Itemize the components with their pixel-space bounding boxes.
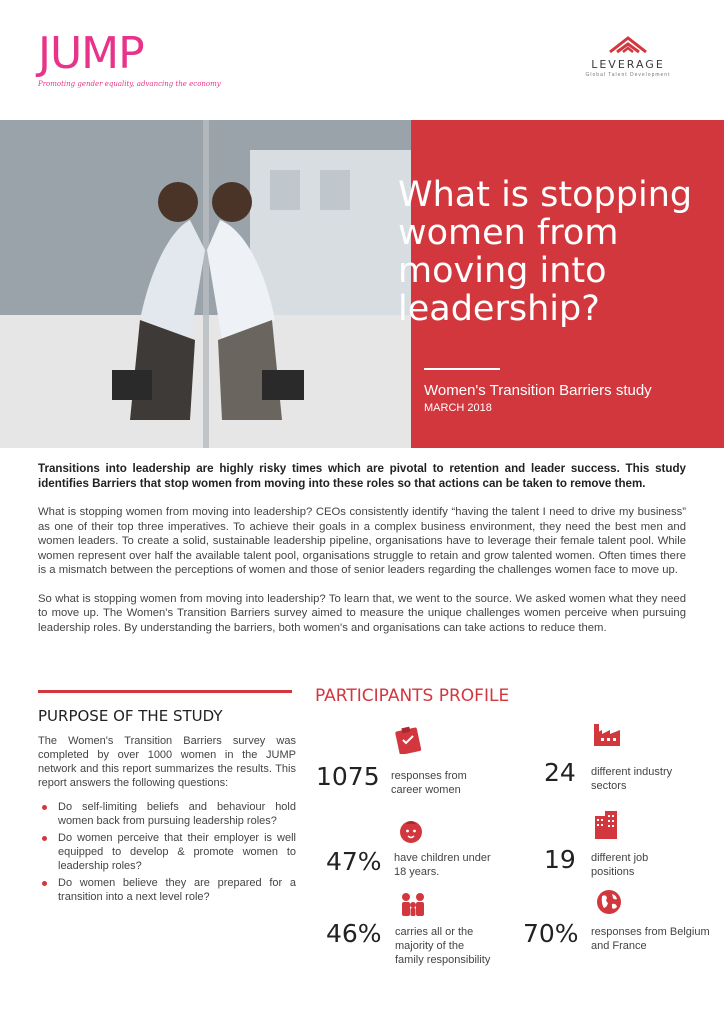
clipboard-icon [395,726,423,754]
purpose-section [38,690,296,907]
page-title: What is stopping women from moving into leadership? [398,175,693,329]
list-item: Do self-limiting beliefs and behaviour hold women back from pursuing leadership roles? [38,800,296,828]
purpose-heading: PURPOSE OF THE STUDY [38,707,223,725]
hero-subtitle: Women's Transition Barriers study [424,382,652,399]
purpose-body: The Women's Transition Barriers survey was completed by over 1000 women in the JUMP network and this report summarizes the results. This report answers the following questions: [38,735,296,789]
intro-paragraph: What is stopping women from moving into leadership? CEOs consistently identify “having the talent I need to drive my business” as one of their top three imperatives. To achieve their goals in a complex business environment, they need the best men and women leaders. To create a solid, sustainable leadership pipeline, organisations have to leverage their female talent pool. While women represent over half the available talent pool, organisations struggle to retain and grow talented women. Often times there is a mismatch between the perceptions of women and those of senior leaders regarding the challenges women face to move up. [38,506,686,576]
leverage-tagline: Global Talent Development [585,72,671,78]
stat-label: different industry sectors [591,766,673,792]
intro-paragraph: So what is stopping women from moving into leadership? To learn that, we went to the source. We asked women what they need to move up. The Women's Transition Barriers survey aimed to measure the unique challenges women perceive when pursuing leadership roles. By understanding the barriers, both women's and organisations can take actions to reduce them. [38,592,686,634]
question-list [38,800,296,904]
section-divider [38,690,292,693]
hero-divider [424,368,500,370]
hero-date: MARCH 2018 [424,402,492,414]
stat-value: 46% [326,919,382,948]
stat-value: 1075 [316,762,380,791]
intro-lead: Transitions into leadership are highly risky times which are pivotal to retention and leader success. This study identifies Barriers that stop women from moving into these roles so that actions can be taken to remove them. [38,462,686,490]
leverage-logo-word: LEVERAGE [591,58,665,71]
jump-tagline: Promoting gender equality, advancing the economy [38,80,221,88]
hero-photo [0,120,411,448]
stat-value: 19 [544,845,576,874]
stat-label: different job positions [591,852,649,878]
globe-icon [595,888,623,916]
stat-value: 70% [523,919,579,948]
family-icon [398,892,428,918]
jump-logo [38,28,221,88]
participants-heading: PARTICIPANTS PROFILE [315,686,510,706]
list-item: Do women believe they are prepared for a transition into a next level role? [38,876,296,904]
stat-value: 47% [326,847,382,876]
stat-label: carries all or the majority of the family responsibility [395,926,491,966]
factory-icon [592,722,622,748]
stat-label: responses from Belgium and France [591,926,710,952]
leverage-logo [572,34,684,78]
stat-value: 24 [544,758,576,787]
leverage-mark-icon [606,34,650,56]
stat-label: have children under 18 years. [394,852,491,878]
women-at-glass-illustration [0,120,411,448]
baby-icon [398,818,424,844]
intro-section [38,462,686,649]
jump-logo-word: JUMP [38,28,144,79]
list-item: Do women perceive that their employer is well equipped to develop & promote women to leadership roles? [38,831,296,873]
stat-label: responses from career women [391,770,467,796]
building-icon [593,810,619,840]
